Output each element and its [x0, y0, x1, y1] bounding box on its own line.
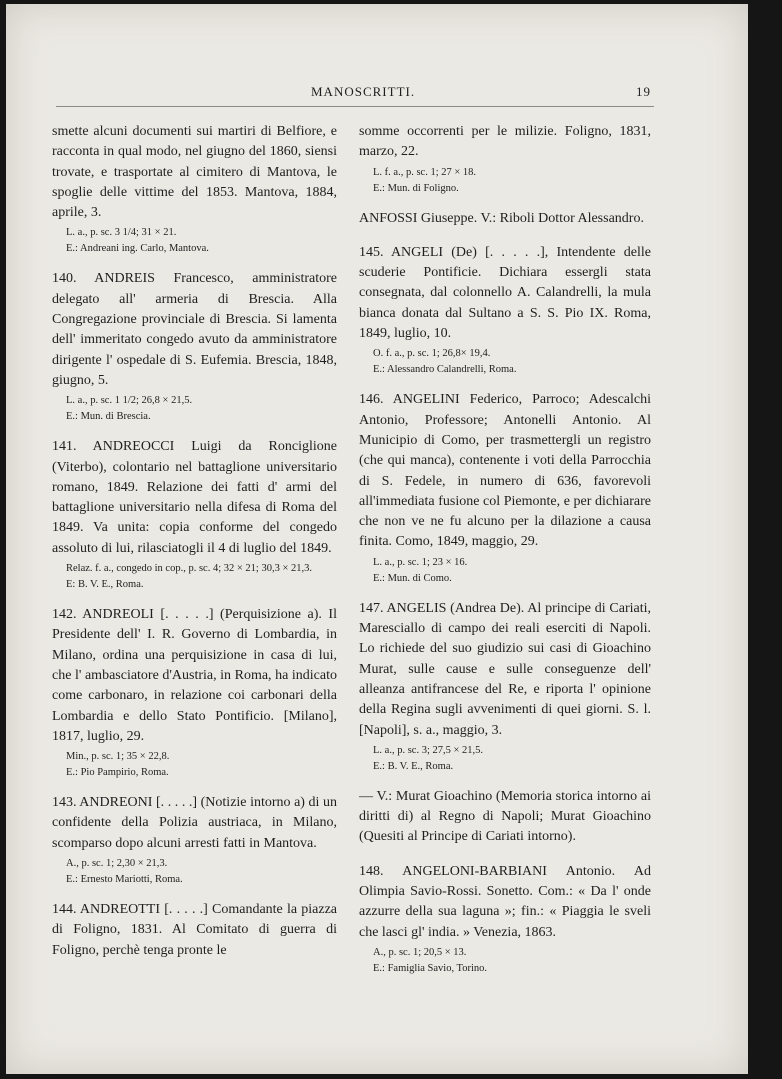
entry-text: 141. ANDREOCCI Luigi da Ronciglione (Viterbo), colontario nel battaglione universitario romano, 1849. Relazione dei fatti d' armi del battaglione universitario nella difesa di Roma del 1849. Va unita: copia conforme del congedo assoluto di lui, rilasciatogli il 4 di luglio del 1849. — [52, 439, 337, 556]
entry-ref: L. a., p. sc. 1 1/2; 26,8 × 21,5. — [66, 395, 193, 407]
catalog-entry — [359, 599, 651, 773]
entry-text: 148. ANGELONI-BARBIANI Antonio. Ad Olimpia Savio-Rossi. Sonetto. Com.: « Da l' onde azzurre della sua laguna »; fin.: « Piaggia le sveli che lasci gl' india. » Venezia, 1863. — [359, 863, 651, 940]
catalog-entry — [52, 437, 337, 591]
entry-source: E.: Mun. di Como. — [373, 572, 452, 584]
catalog-entry — [359, 862, 651, 975]
entry-ref: A., p. sc. 1; 20,5 × 13. — [373, 946, 467, 958]
entry-ref: L. f. a., p. sc. 1; 27 × 18. — [373, 166, 477, 178]
catalog-entry — [359, 243, 651, 376]
entry-source: E.: Mun. di Foligno. — [373, 182, 459, 194]
entry-source: E.: Andreani ing. Carlo, Mantova. — [66, 243, 209, 255]
entry-text: somme occorrenti per le milizie. Foligno, 1831, marzo, 22. — [359, 124, 651, 160]
entry-ref: A., p. sc. 1; 2,30 × 21,3. — [66, 858, 168, 870]
entry-text: smette alcuni documenti sui martiri di Belfiore, e racconta in qual modo, nel giugno del 1860, siensi trovate, e trasportate al cimitero di Mantova, le spoglie delle vittime del 1853. Mantova, 1884, aprile, 3. — [52, 124, 337, 221]
entry-source: E.: Famiglia Savio, Torino. — [373, 962, 487, 974]
entry-source: E.: Ernesto Mariotti, Roma. — [66, 874, 183, 886]
entry-ref: L. a., p. sc. 3; 27,5 × 21,5. — [373, 744, 484, 756]
catalog-entry — [359, 390, 651, 584]
entry-text: 140. ANDREIS Francesco, amministratore delegato all' armeria di Brescia. Alla Congregazione provinciale di Brescia. Si lamenta dell' immeritato congedo avuto da amministratore dirigente l' ospedale di S. Eufemia. Brescia, 1848, giugno, 5. — [52, 271, 337, 388]
header-rule — [56, 106, 654, 107]
entry-source: E.: B. V. E., Roma. — [373, 760, 454, 772]
right-column — [359, 122, 651, 989]
entry-text: — V.: Murat Gioachino (Memoria storica intorno ai diritti di) al Regno di Napoli; Murat Gioachino (Quesiti al Principe di Cariati intorno). — [359, 788, 651, 845]
entry-text: 144. ANDREOTTI [. . . . .] Comandante la piazza di Foligno, 1831. Al Comitato di guerra di Foligno, perchè tenga pronte le — [52, 902, 337, 958]
entry-text: 145. ANGELI (De) [. . . . .], Intendente delle scuderie Pontificie. Dichiara essergli stata consegnata, dal colonnello A. Calandrelli, la mula bianca donata dal Sultano a S. S. Pio IX. Roma, 1849, luglio, 10. — [359, 244, 651, 342]
catalog-entry — [52, 793, 337, 886]
left-column — [52, 122, 337, 975]
entry-text: 143. ANDREONI [. . . . .] (Notizie intorno a) di un confidente della Polizia austriaca, in Milano, scomparso dopo alcuni arresti fatti in Mantova. — [52, 795, 337, 851]
catalog-entry — [52, 269, 337, 423]
entry-text: ANFOSSI Giuseppe. V.: Riboli Dottor Alessandro. — [359, 210, 644, 226]
entry-source: E: B. V. E., Roma. — [66, 579, 144, 591]
entry-ref: L. a., p. sc. 3 1/4; 31 × 21. — [66, 227, 177, 239]
entry-text: 146. ANGELINI Federico, Parroco; Adescalchi Antonio, Professore; Antonelli Antonio. Al Municipio di Como, per trasmettergli un registro (che qui manca), contenente i voti della Parrocchia di S. Fedele, in numero di 636, favorevoli all'immediata fusione col Piemonte, e per dichiarare che non ve ne fu alcuno per la dilazione a causa finita. Como, 1849, maggio, 29. — [359, 392, 651, 550]
book-page — [6, 4, 748, 1074]
catalog-entry — [359, 787, 651, 848]
entry-text: 147. ANGELIS (Andrea De). Al principe di Cariati, Maresciallo di campo dei reali eserciti di Napoli. Lo richiede del suo giudizio sui casi di Gioachino Murat, sulle cause e sulle conseguenze dell' alleanza antifrancese del Re, e riporta l' opinione della Regina sugli avvenimenti di quei giorni. S. l. [Napoli], s. a., maggio, 3. — [359, 600, 651, 738]
entry-ref: Min., p. sc. 1; 35 × 22,8. — [66, 751, 170, 763]
entry-ref: L. a., p. sc. 1; 23 × 16. — [373, 556, 468, 568]
catalog-entry — [52, 900, 337, 961]
entry-source: E.: Mun. di Brescia. — [66, 411, 151, 423]
catalog-entry — [359, 122, 651, 195]
catalog-entry — [52, 605, 337, 779]
page-number: 19 — [636, 84, 651, 99]
entry-source: E.: Pio Pampirio, Roma. — [66, 767, 169, 779]
entry-text: 142. ANDREOLI [. . . . .] (Perquisizione a). Il Presidente dell' I. R. Governo di Lombardia, in Milano, ordina una perquisizione in casa di lui, che l' ambasciatore d'Austria, in Roma, ha indicato come carbonaro, in relazione coi carbonari della Lombardia e dello Stato Pontificio. [Milano], 1817, luglio, 29. — [52, 607, 337, 744]
entry-source: E.: Alessandro Calandrelli, Roma. — [373, 364, 517, 376]
entry-ref: O. f. a., p. sc. 1; 26,8× 19,4. — [373, 348, 491, 360]
entry-ref: Relaz. f. a., congedo in cop., p. sc. 4; 32 × 21; 30,3 × 21,3. — [66, 563, 313, 575]
catalog-entry — [359, 209, 651, 229]
running-title: MANOSCRITTI. — [311, 84, 416, 99]
catalog-entry — [52, 122, 337, 255]
